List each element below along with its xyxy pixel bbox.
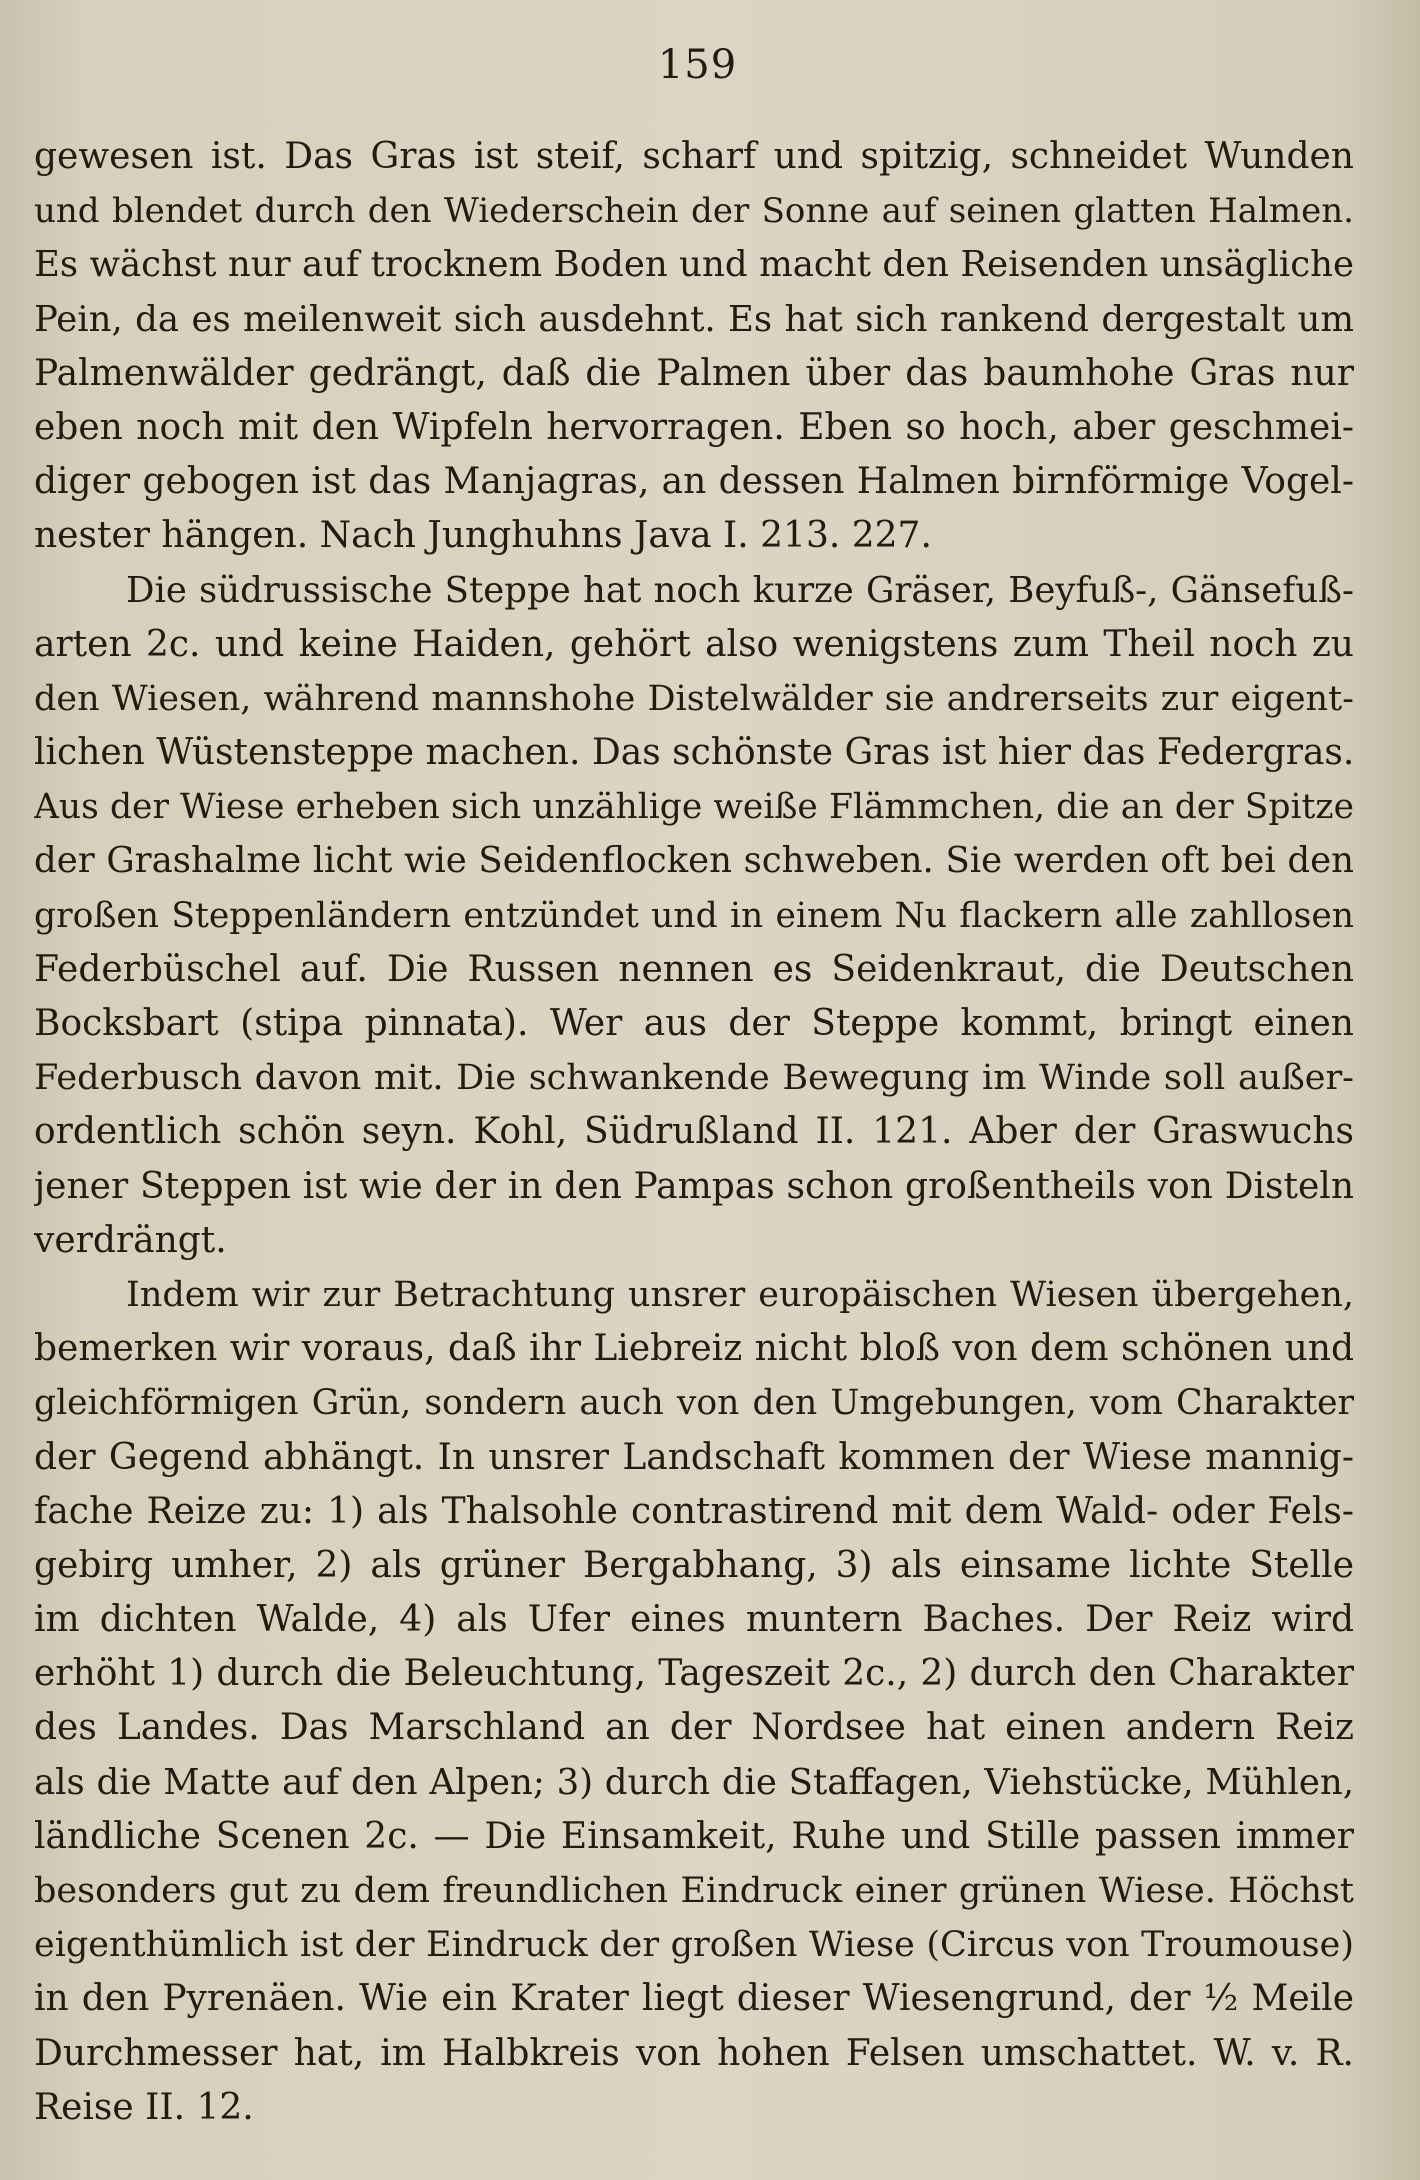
text-line: Aus der Wiese erheben sich unzählige weiße Flämmchen, die an der Spitze xyxy=(34,787,1354,828)
text-line: gleichförmigen Grün, sondern auch von den Umgebungen, vom Charakter xyxy=(34,1383,1354,1424)
text-line: gewesen ist. Das Gras ist steif, scharf und spitzig, schneidet Wunden xyxy=(34,136,1354,177)
text-line: Federbusch davon mit. Die schwankende Bewegung im Winde soll außer- xyxy=(34,1058,1354,1099)
text-line: als die Matte auf den Alpen; 3) durch die Staffagen, Viehstücke, Mühlen, xyxy=(34,1761,1354,1803)
page-number: 159 xyxy=(657,42,738,88)
text-line: der Gegend abhängt. In unsrer Landschaft kommen der Wiese mannig- xyxy=(34,1436,1354,1478)
text-line: Federbüschel auf. Die Russen nennen es Seidenkraut, die Deutschen xyxy=(34,948,1354,990)
text-line: bemerken wir voraus, daß ihr Liebreiz nicht bloß von dem schönen und xyxy=(34,1328,1354,1370)
text-line: und blendet durch den Wiederschein der Sonne auf seinen glatten Halmen. xyxy=(34,191,1354,232)
text-line: des Landes. Das Marschland an der Nordsee hat einen andern Reiz xyxy=(34,1707,1354,1749)
text-line: in den Pyrenäen. Wie ein Krater liegt dieser Wiesengrund, der ½ Meile xyxy=(34,1978,1354,2020)
text-line: ländliche Scenen 2c. — Die Einsamkeit, Ruhe und Stille passen immer xyxy=(34,1815,1354,1857)
text-line: eigenthümlich ist der Eindruck der großen Wiese (Circus von Troumouse) xyxy=(34,1925,1354,1966)
text-line: den Wiesen, während mannshohe Distelwälder sie andrerseits zur eigent- xyxy=(34,678,1354,719)
text-line: jener Steppen ist wie der in den Pampas schon großentheils von Disteln xyxy=(34,1165,1354,1207)
text-line: Pein, da es meilenweit sich ausdehnt. Es hat sich rankend dergestalt um xyxy=(34,298,1354,340)
text-line: diger gebogen ist das Manjagras, an dessen Halmen birnförmige Vogel- xyxy=(34,461,1354,503)
text-line: ordentlich schön seyn. Kohl, Südrußland II. 121. Aber der Graswuchs xyxy=(34,1111,1354,1153)
text-line: erhöht 1) durch die Beleuchtung, Tageszeit 2c., 2) durch den Charakter xyxy=(34,1653,1354,1695)
text-line: Durchmesser hat, im Halbkreis von hohen Felsen umschattet. W. v. R. xyxy=(34,2032,1354,2074)
text-line: arten 2c. und keine Haiden, gehört also wenigstens zum Theil noch zu xyxy=(34,623,1354,665)
text-line: lichen Wüstensteppe machen. Das schönste Gras ist hier das Federgras. xyxy=(34,732,1354,774)
text-line: fache Reize zu: 1) als Thalsohle contrastirend mit dem Wald- oder Fels- xyxy=(34,1490,1354,1532)
text-line: nester hängen. Nach Junghuhns Java I. 213. 227. xyxy=(34,515,932,557)
text-line: Die südrussische Steppe hat noch kurze Gräser, Beyfuß-, Gänsefuß- xyxy=(126,569,1354,611)
text-line: Es wächst nur auf trocknem Boden und macht den Reisenden unsägliche xyxy=(34,244,1354,286)
text-line: Reise II. 12. xyxy=(34,2086,254,2128)
text-line: besonders gut zu dem freundlichen Eindruck einer grünen Wiese. Höchst xyxy=(34,1871,1354,1911)
text-line: gebirg umher, 2) als grüner Bergabhang, 3) als einsame lichte Stelle xyxy=(34,1544,1354,1586)
text-line: Palmenwälder gedrängt, daß die Palmen über das baumhohe Gras nur xyxy=(34,352,1354,394)
text-line: eben noch mit den Wipfeln hervorragen. Eben so hoch, aber geschmei- xyxy=(34,406,1354,448)
text-line: großen Steppenländern entzündet und in einem Nu flackern alle zahllosen xyxy=(34,895,1354,936)
text-line: der Grashalme licht wie Seidenflocken schweben. Sie werden oft bei den xyxy=(34,840,1354,882)
body-text xyxy=(34,130,1354,2135)
text-line: Indem wir zur Betrachtung unsrer europäischen Wiesen übergehen, xyxy=(126,1274,1354,1315)
text-line: im dichten Walde, 4) als Ufer eines muntern Baches. Der Reiz wird xyxy=(34,1599,1354,1641)
text-line: Bocksbart (stipa pinnata). Wer aus der Steppe kommt, bringt einen xyxy=(34,1003,1354,1044)
text-line: verdrängt. xyxy=(34,1219,227,1261)
